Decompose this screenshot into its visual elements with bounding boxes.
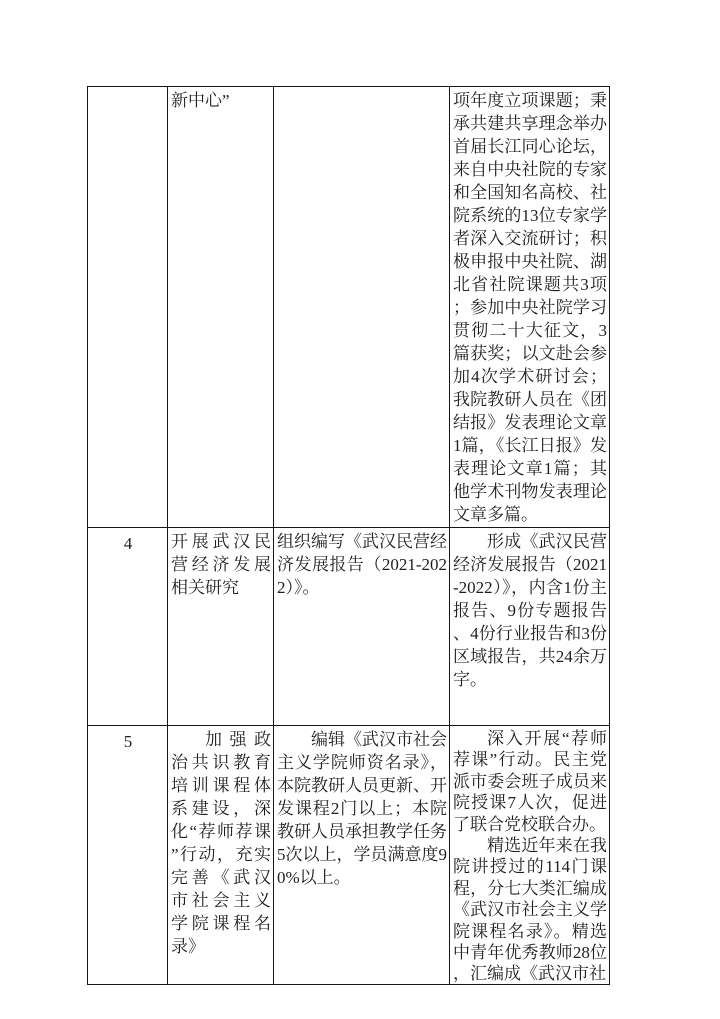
- measures-text: 编辑《武汉市社会主义学院师资名录》，本院教研人员更新、开发课程2门以上；本院教研人员承担教学任务5次以上，学员满意度90%以上。: [277, 730, 447, 887]
- cell-task: [168, 87, 274, 528]
- cell-seq: [88, 87, 168, 528]
- cell-measures: [274, 726, 450, 984]
- cell-progress: [450, 726, 609, 984]
- cell-seq: 5: [88, 726, 168, 984]
- progress-text: 形成《武汉民营经济发展报告（2021-2022）》，内含1份主报告、9份专题报告、4份行业报告和3份区域报告，共24余万字。: [453, 532, 607, 689]
- cell-measures: [274, 87, 450, 528]
- cell-progress: [450, 528, 609, 726]
- task-text: 新中心”: [171, 91, 230, 110]
- measures-text: 组织编写《武汉民营经济发展报告（2021-2022）》。: [277, 532, 447, 597]
- cell-task: [168, 528, 274, 726]
- cell-seq: 4: [88, 528, 168, 726]
- cell-measures: [274, 528, 450, 726]
- cell-progress: [450, 87, 609, 528]
- progress-paragraph-2: 精选近年来在我院讲授过的114门课程，分七大类汇编成《武汉市社会主义学院课程名录》。精选中青年优秀教师28位，汇编成《武汉市社: [453, 836, 607, 984]
- progress-paragraph-1: 深入开展“荐师荐课”行动。民主党派市委会班子成员来院授课7人次，促进了联合党校联合办。: [453, 729, 607, 834]
- work-report-table: [87, 86, 610, 985]
- task-text: 加强政治共识教育培训课程体系建设，深化“荐师荐课”行动，充实完善《武汉市社会主义学院课程名录》: [171, 730, 271, 956]
- cell-task: [168, 726, 274, 984]
- progress-text: 项年度立项课题；秉承共建共享理念举办首届长江同心论坛，来自中央社院的专家和全国知名高校、社院系统的13位专家学者深入交流研讨；积极申报中央社院、湖北省社院课题共3项；参加中央社院学习贯彻二十大征文，3篇获奖；以文赴会参加4次学术研讨会；我院教研人员在《团结报》发表理论文章1篇，《长江日报》发表理论文章1篇；其他学术刊物发表理论文章多篇。: [453, 91, 607, 524]
- task-text: 开展武汉民营经济发展相关研究: [171, 532, 271, 597]
